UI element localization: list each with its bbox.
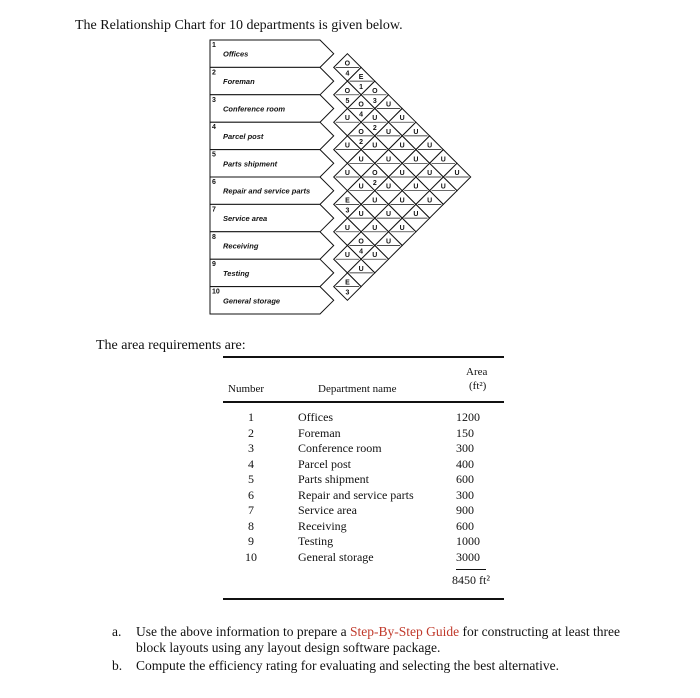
relationship-code: E [345,279,350,287]
relationship-code: U [358,265,364,273]
relationship-code: U [358,211,364,219]
department-name-column [298,410,414,565]
department-number: 1 [248,410,254,424]
department-number: 10 [245,549,257,564]
department-name: Foreman [223,77,255,87]
relationship-code: U [372,142,378,150]
department-number: 4 [212,124,216,132]
department-name: Testing [298,534,334,548]
department-name: Receiving [223,241,259,251]
relationship-code: U [344,142,350,150]
relationship-reason: 4 [345,70,350,78]
area-unit-header: (ft²) [469,380,487,392]
department-name-header: Department name [318,383,397,395]
relationship-code: U [385,238,392,246]
department-number: 1 [212,42,216,49]
relationship-code: U [372,252,378,260]
department-name: Receiving [298,518,347,533]
total-area: 8450 ft² [452,573,490,587]
department-name: Parts shipment [298,472,369,486]
relationship-code: O [344,60,351,68]
area-header: Area [466,366,488,378]
department-name: Parts shipment [223,159,278,169]
relationship-reason: 2 [359,138,364,146]
relationship-code: U [427,197,433,205]
questions-list [112,624,652,676]
relationship-code: U [344,224,350,232]
relationship-code: U [413,183,419,191]
relationship-code: O [358,238,364,246]
relationship-code: U [372,224,378,232]
department-name: General storage [223,296,281,306]
relationship-code: U [399,170,405,177]
table-top-rule [223,356,504,358]
relationship-code: U [344,115,350,123]
table-bottom-rule [223,598,504,600]
department-number: 10 [212,288,220,296]
area-intro-text: The area requirements are: [96,338,246,353]
department-number: 9 [248,534,254,548]
relationship-code: U [454,170,460,177]
department-number: 7 [212,206,216,214]
department-name: Testing [223,268,250,278]
relationship-code: E [358,74,364,82]
department-number: 6 [212,179,216,186]
table-header-rule [223,401,504,403]
department-number: 5 [212,151,216,159]
area-column [456,410,480,565]
relationship-chart [0,0,700,340]
relationship-code: U [413,128,419,136]
relationship-code: U [413,211,419,219]
question-a [112,624,652,656]
department-name: Repair and service parts [223,186,311,196]
department-area: 300 [456,487,474,502]
relationship-reason: 3 [345,289,350,297]
number-header: Number [228,383,265,395]
department-area: 400 [456,456,474,471]
department-area: 1200 [456,410,480,424]
department-number-column [244,410,258,565]
department-number: 9 [212,261,216,269]
relationship-code: U [385,211,392,219]
relationship-code: U [399,224,405,232]
department-area: 300 [456,441,474,455]
chart-intro-text: The Relationship Chart for 10 departments is given below. [75,18,403,33]
relationship-code: U [399,142,405,150]
department-name: Conference room [223,104,286,114]
relationship-code: U [385,101,392,109]
relationship-code: U [344,252,350,260]
department-area: 3000 [456,549,480,564]
department-number: 6 [248,487,254,502]
total-rule [456,569,486,570]
relationship-code: U [399,197,405,205]
department-name: Parcel post [298,456,351,471]
relationship-code: E [345,197,350,205]
relationship-code: U [385,128,392,136]
relationship-code: U [413,156,419,164]
relationship-code: O [344,87,351,95]
relationship-code: U [440,183,446,191]
question-text-post: for constructing at least three block layouts using any layout design software package. [136,624,620,655]
relationship-code: O [372,87,378,95]
department-number: 4 [248,456,254,471]
relationship-code: U [372,115,378,123]
department-number: 3 [212,96,216,104]
question-highlight-link[interactable]: Step-By-Step Guide [350,624,460,639]
department-number: 5 [248,472,254,486]
department-area: 900 [456,503,474,517]
question-label: b. [112,658,123,673]
department-number: 8 [212,233,216,241]
department-number: 2 [212,69,216,77]
department-name: Repair and service parts [298,487,414,502]
relationship-code: U [358,183,364,191]
department-name: Parcel post [223,131,264,141]
relationship-code: U [440,156,446,164]
department-area: 150 [456,425,474,440]
relationship-code: U [385,156,392,164]
relationship-code: U [372,197,378,205]
department-name: Service area [223,214,268,224]
question-b [112,658,652,674]
relationship-code: O [358,101,364,109]
relationship-reason: 4 [359,111,364,119]
relationship-code: U [344,170,350,177]
department-name: Conference room [298,441,382,455]
department-area: 1000 [456,534,480,548]
relationship-reason: 2 [372,180,377,187]
relationship-code: U [399,115,405,123]
relationship-reason: 1 [359,84,364,92]
question-text: Compute the efficiency rating for evaluating and selecting the best alternative. [136,658,559,673]
question-label: a. [112,624,122,639]
department-number: 3 [248,441,254,455]
department-name: Offices [223,49,249,59]
department-name: Offices [298,410,334,424]
department-name: General storage [298,549,374,564]
relationship-code: U [427,170,433,177]
relationship-reason: 3 [372,97,377,105]
department-area: 600 [456,472,474,486]
department-number: 2 [248,425,254,440]
relationship-code: O [372,170,378,177]
relationship-code: U [358,156,364,164]
department-number: 7 [248,503,254,517]
relationship-reason: 2 [372,125,377,133]
department-area: 600 [456,518,474,533]
relationship-code: U [385,183,392,191]
relationship-code: O [358,128,364,136]
department-name: Foreman [298,425,341,440]
relationship-reason: 4 [359,248,364,256]
department-name: Service area [298,503,357,517]
relationship-reason: 3 [345,207,350,215]
relationship-reason: 5 [345,97,350,105]
relationship-code: U [427,142,433,150]
department-number: 8 [248,518,254,533]
question-text-pre: Use the above information to prepare a [136,624,351,639]
